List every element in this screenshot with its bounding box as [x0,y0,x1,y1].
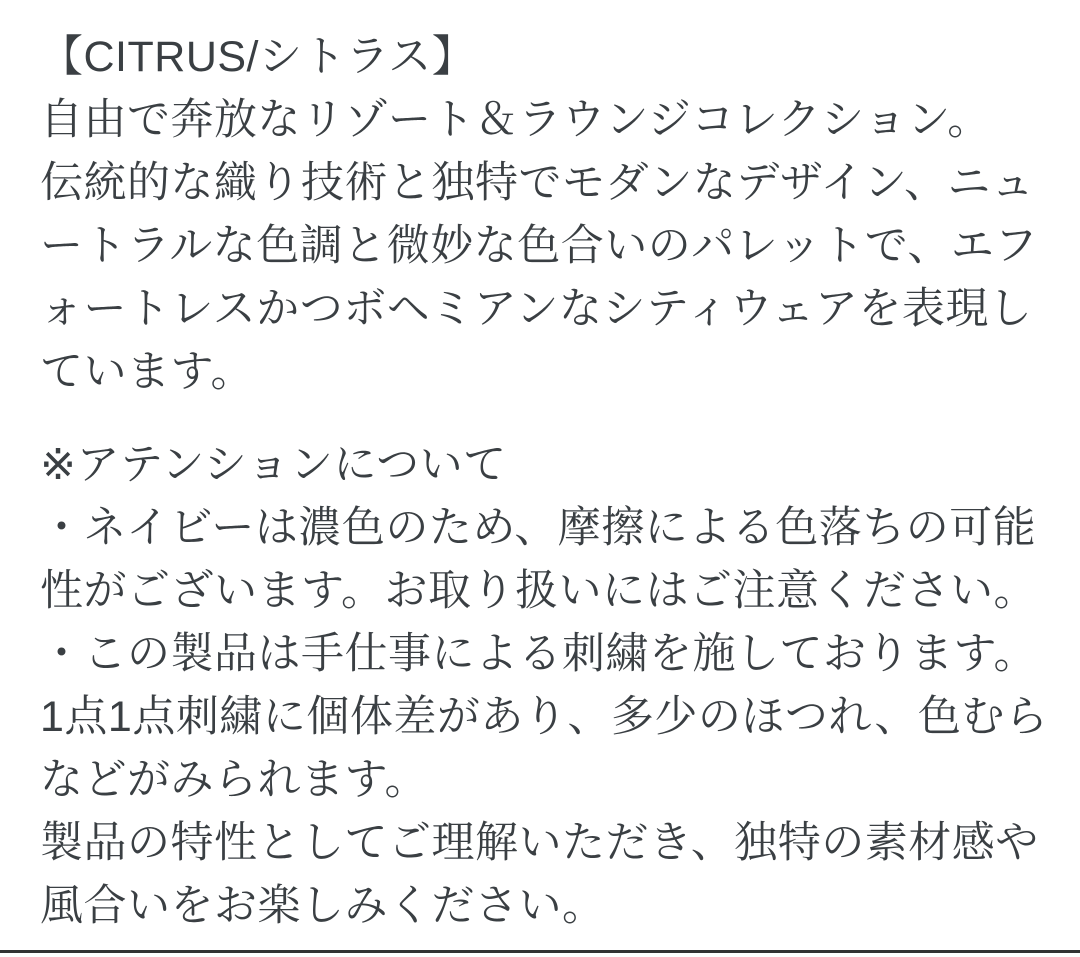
attention-line: などがみられます。 [40,756,429,804]
description-line: ています。 [40,348,255,396]
description-line: ートラルな色調と微妙な色合いのパレットで、エフ [40,222,1038,270]
attention-line: 1点1点刺繍に個体差があり、多少のほつれ、色むら [40,693,1049,741]
attention-line: ・この製品は手仕事による刺繍を施しております。 [40,630,1038,678]
attention-line: 製品の特性としてご理解いただき、独特の素材感や [40,819,1039,867]
collection-description-paragraph [40,26,1042,404]
bottom-divider [0,950,1080,953]
collection-title: 【CITRUS/シトラス】 [40,33,476,81]
description-line: 伝統的な織り技術と独特でモダンなデザイン、ニュ [40,159,1035,207]
attention-line: ・ネイビーは濃色のため、摩擦による色落ちの可能 [40,504,1037,552]
description-line: 自由で奔放なリゾート＆ラウンジコレクション。 [40,96,991,144]
attention-heading: ※アテンションについて [40,441,507,489]
attention-line: 風合いをお楽しみください。 [40,882,606,930]
attention-line: 性がございます。お取り扱いにはご注意ください。 [40,567,1038,615]
description-line: ォートレスかつボヘミアンなシティウェアを表現し [40,285,1033,333]
attention-paragraph [40,434,1049,938]
